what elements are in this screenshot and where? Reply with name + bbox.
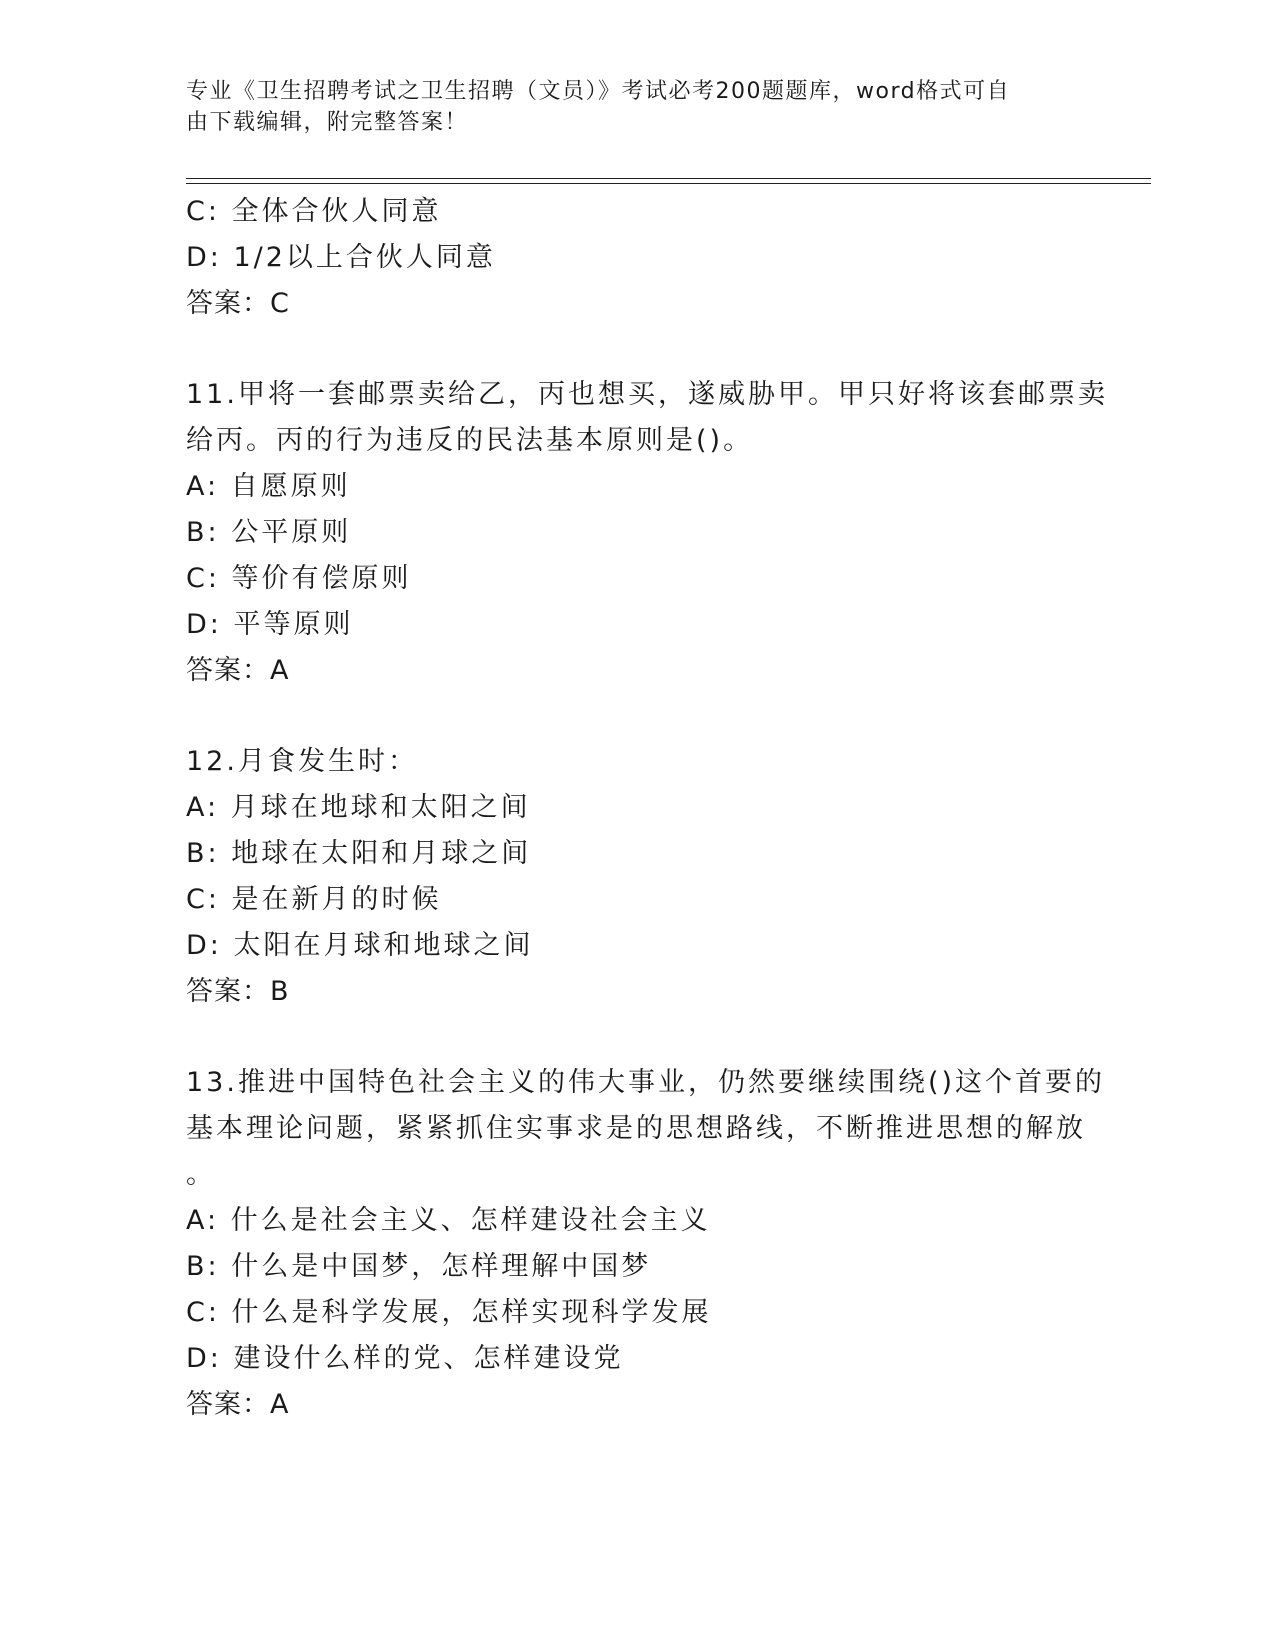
question-stem-line: 13.推进中国特色社会主义的伟大事业，仍然要继续围绕()这个首要的 <box>186 1067 1106 1098</box>
option-a: A: 自愿原则 <box>186 471 351 502</box>
question-stem <box>186 1060 1106 1198</box>
question-stem-line: 给丙。丙的行为违反的民法基本原则是()。 <box>186 425 754 456</box>
option-c: C: 全体合伙人同意 <box>186 196 442 227</box>
question-11 <box>186 372 1108 694</box>
question-stem <box>186 372 1108 464</box>
option-b: B: 地球在太阳和月球之间 <box>186 838 532 869</box>
option-d: D: 1/2以上合伙人同意 <box>186 242 496 273</box>
header-divider-bottom <box>186 183 1151 184</box>
answer-line: 答案：B <box>186 976 290 1007</box>
option-a: A: 月球在地球和太阳之间 <box>186 792 531 823</box>
answer-line: 答案：C <box>186 288 290 319</box>
question-12 <box>186 739 1086 1015</box>
question-content <box>186 189 1108 1428</box>
answer-line: 答案：A <box>186 1389 290 1420</box>
option-c: C: 什么是科学发展，怎样实现科学发展 <box>186 1297 712 1328</box>
option-d: D: 平等原则 <box>186 609 354 640</box>
question-stem-line: 。 <box>186 1159 216 1190</box>
header-divider-top <box>186 178 1151 179</box>
option-b: B: 公平原则 <box>186 517 352 548</box>
option-c: C: 是在新月的时候 <box>186 884 442 915</box>
document-header <box>186 76 1066 138</box>
header-line-2: 由下载编辑，附完整答案！ <box>186 110 469 135</box>
question-stem-line: 12.月食发生时： <box>186 746 418 777</box>
option-c: C: 等价有偿原则 <box>186 563 412 594</box>
question-10-tail <box>186 189 1086 327</box>
option-d: D: 太阳在月球和地球之间 <box>186 930 534 961</box>
answer-line: 答案：A <box>186 655 290 686</box>
option-a: A: 什么是社会主义、怎样建设社会主义 <box>186 1205 711 1236</box>
question-stem <box>186 739 1086 785</box>
question-13 <box>186 1060 1106 1428</box>
question-stem-line: 基本理论问题，紧紧抓住实事求是的思想路线，不断推进思想的解放 <box>186 1113 1086 1144</box>
option-b: B: 什么是中国梦，怎样理解中国梦 <box>186 1251 652 1282</box>
question-stem-line: 11.甲将一套邮票卖给乙，丙也想买，遂威胁甲。甲只好将该套邮票卖 <box>186 379 1108 410</box>
header-line-1: 专业《卫生招聘考试之卫生招聘（文员）》考试必考200题题库，word格式可自 <box>186 79 1011 104</box>
option-d: D: 建设什么样的党、怎样建设党 <box>186 1343 624 1374</box>
